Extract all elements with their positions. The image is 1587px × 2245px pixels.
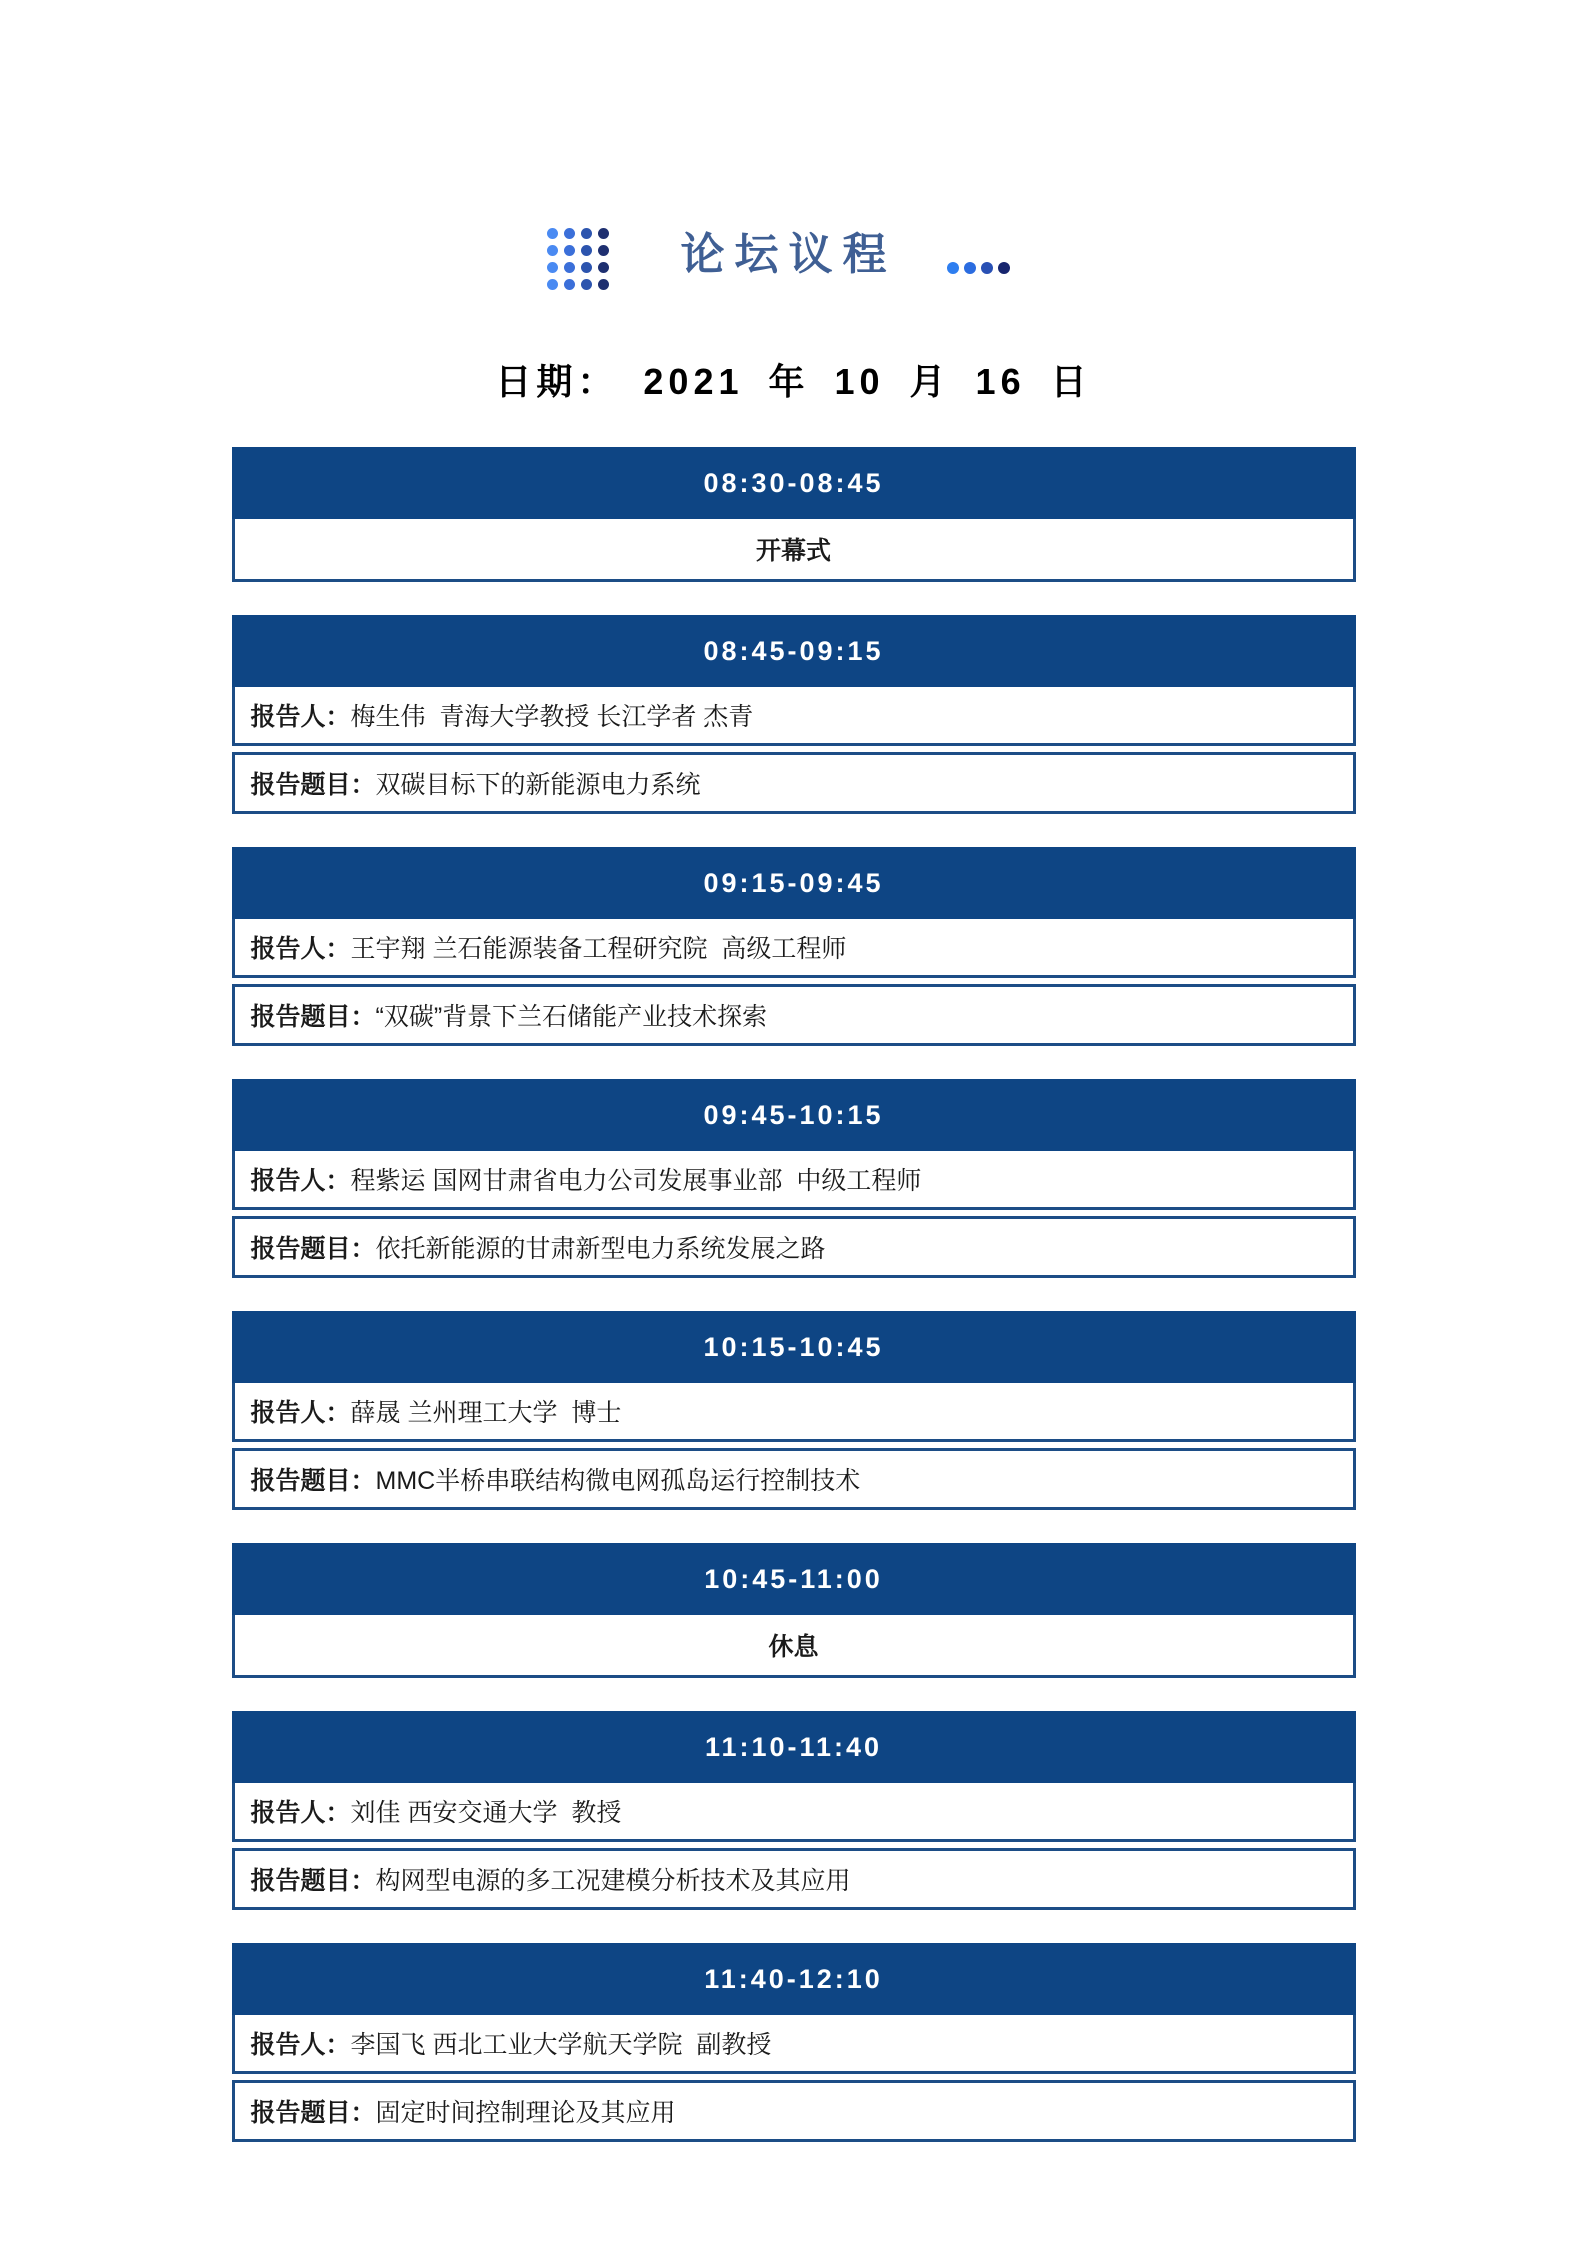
session-block-2	[232, 847, 1356, 1046]
speaker-label: 报告人：	[250, 1167, 351, 1195]
session-block-opening	[232, 447, 1356, 582]
brand-header	[232, 210, 1356, 294]
talk-title-label: 报告题目：	[250, 1867, 376, 1895]
speaker-row	[232, 2015, 1356, 2074]
schedule-table	[232, 447, 1356, 2142]
talk-title-row	[232, 2080, 1356, 2142]
speaker-value: 刘佳 西安交通大学 教授	[350, 1799, 622, 1827]
session-time: 08:45-09:15	[232, 615, 1356, 687]
speaker-row	[232, 919, 1356, 978]
session-plain-text: 开幕式	[232, 519, 1356, 582]
speaker-label: 报告人：	[250, 703, 351, 731]
talk-title-row	[232, 984, 1356, 1046]
session-block-4	[232, 1311, 1356, 1510]
talk-title-value: 双碳目标下的新能源电力系统	[375, 771, 701, 799]
talk-title-label: 报告题目：	[250, 771, 376, 799]
session-block-break	[232, 1543, 1356, 1678]
speaker-label: 报告人：	[250, 1799, 351, 1827]
talk-title-row	[232, 1448, 1356, 1510]
session-time: 10:15-10:45	[232, 1311, 1356, 1383]
session-plain-text: 休息	[232, 1615, 1356, 1678]
speaker-row	[232, 1383, 1356, 1442]
agenda-page	[232, 0, 1356, 2142]
speaker-value: 薛晟 兰州理工大学 博士	[350, 1399, 622, 1427]
session-time: 09:45-10:15	[232, 1079, 1356, 1151]
session-time: 11:10-11:40	[232, 1711, 1356, 1783]
talk-title-row	[232, 1848, 1356, 1910]
ellipsis-dots-icon	[947, 262, 1010, 274]
talk-title-value: 构网型电源的多工况建模分析技术及其应用	[375, 1867, 851, 1895]
speaker-value: 李国飞 西北工业大学航天学院 副教授	[350, 2031, 772, 2059]
session-block-3	[232, 1079, 1356, 1278]
session-time: 09:15-09:45	[232, 847, 1356, 919]
speaker-row	[232, 1783, 1356, 1842]
speaker-label: 报告人：	[250, 935, 351, 963]
talk-title-value: MMC半桥串联结构微电网孤岛运行控制技术	[375, 1467, 861, 1495]
talk-title-value: “双碳”背景下兰石储能产业技术探索	[375, 1003, 768, 1031]
session-time: 11:40-12:10	[232, 1943, 1356, 2015]
speaker-value: 梅生伟 青海大学教授 长江学者 杰青	[350, 703, 754, 731]
talk-title-label: 报告题目：	[250, 2099, 376, 2127]
speaker-label: 报告人：	[250, 2031, 351, 2059]
talk-title-label: 报告题目：	[250, 1467, 376, 1495]
speaker-row	[232, 1151, 1356, 1210]
talk-title-row	[232, 1216, 1356, 1278]
talk-title-label: 报告题目：	[250, 1003, 376, 1031]
talk-title-value: 依托新能源的甘肃新型电力系统发展之路	[375, 1235, 826, 1263]
speaker-value: 程紫运 国网甘肃省电力公司发展事业部 中级工程师	[350, 1167, 922, 1195]
session-block-7	[232, 1943, 1356, 2142]
speaker-label: 报告人：	[250, 1399, 351, 1427]
talk-title-row	[232, 752, 1356, 814]
talk-title-label: 报告题目：	[250, 1235, 376, 1263]
session-time: 08:30-08:45	[232, 447, 1356, 519]
session-block-6	[232, 1711, 1356, 1910]
date-line: 日期： 2021 年 10 月 16 日	[495, 361, 1092, 402]
logo-dot-grid-icon	[547, 228, 609, 290]
talk-title-value: 固定时间控制理论及其应用	[375, 2099, 676, 2127]
page-title: 论坛议程	[680, 230, 897, 279]
speaker-row	[232, 687, 1356, 746]
session-time: 10:45-11:00	[232, 1543, 1356, 1615]
speaker-value: 王宇翔 兰石能源装备工程研究院 高级工程师	[350, 935, 847, 963]
session-block-1	[232, 615, 1356, 814]
